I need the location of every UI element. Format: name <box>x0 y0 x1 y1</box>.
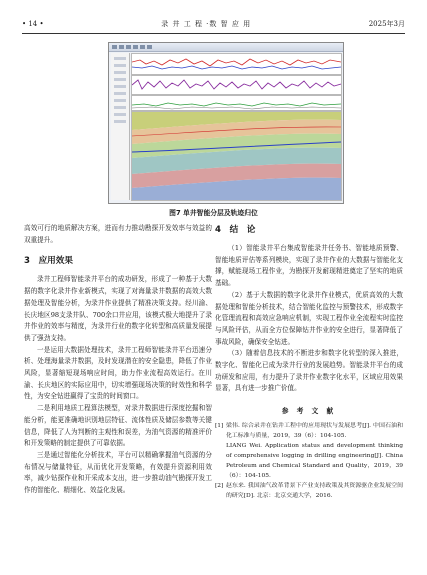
body-paragraph: 二是利用地质工程算法模型，对录井数据进行深度挖掘和智能分析，能更准确地识别地层特征、流体性质及储层参数等关键信息，降低了人为判断的主观性和误差，为油气资源的精准评价和开发策略的制定提供了可靠依据。 <box>24 404 212 448</box>
running-header <box>22 18 405 30</box>
track-1-red-curve <box>132 59 341 66</box>
reference-text: 梁伟. 综合录井在钻井工程中的应用现状与发展思考[J]. 中国石油和化工标准与质量，2019，39（6）：104-105. <box>226 423 403 440</box>
track-3-curves <box>132 97 341 111</box>
body-paragraph: 一是运用大数据处理技术，录井工程师智能录井平台迅速分析、处理海量录井数据，及时发现潜在的安全隐患，降低了作业风险，显著缩短现场响应时间，助力作业流程高效运行。在川渝、长庆地区的实际应用中，切实增强现场决策的时效性和科学性，为安全钻进赢得了宝贵的时间窗口。 <box>24 345 212 401</box>
conclusion-paragraph: （1）智能录井平台集成智能录井任务书、智能地质预警、智能地质评估等系列模块，实现了录井作业的大数据与智能化支撑，赋能现场工程作业，为勘探开发耐现精进奠定了坚实的地质基础。 <box>215 244 403 288</box>
figure-left-panel <box>111 53 130 200</box>
track-2-purple-curve <box>132 80 341 89</box>
right-column <box>215 223 403 501</box>
figure-track-3 <box>131 95 342 111</box>
track-3-green-curve <box>132 103 341 106</box>
journal-title: 录 井 工 程 ·数 智 应 用 <box>161 20 252 28</box>
body-paragraph: 三是通过智能化分析技术，平台可以精确掌握油气资源的分布情况与储量特征，从而优化开发策略，有效提升资源利用效率，减少钻探作业和开采成本支出，进一步推动油气勘探开发工作的智能化、精细化、效益化发展。 <box>24 450 212 495</box>
figure-caption: 图7 单井智能分层及轨迹归位 <box>169 209 258 217</box>
track-1-curves <box>132 54 341 74</box>
reference-item <box>215 441 403 481</box>
left-column <box>24 223 212 497</box>
reference-item <box>215 481 403 501</box>
reference-text: LIANG Wei. Application status and development thinking of comprehensive logging in drilling engineering[J]. China Petroleum and Chemical Standard and Quality，2019，39（6）：104-105. <box>226 443 403 480</box>
intro-paragraph: 高效可行的地质解决方案，进而有力推动勘探开发效率与效益的双重提升。 <box>24 224 212 244</box>
figure-track-2 <box>131 75 342 95</box>
page-number: • 14 • <box>22 20 44 28</box>
figure-track-1 <box>131 53 342 75</box>
figure-toolbar <box>109 43 343 52</box>
reference-number: [2] <box>215 483 224 490</box>
figure-screenshot <box>108 42 344 204</box>
reference-item <box>215 421 403 441</box>
track-3-gray-curve <box>132 107 341 109</box>
track-1-blue-curve <box>132 66 341 69</box>
reference-number: [1] <box>215 423 224 430</box>
reference-text: 赵东来. 我国油气改革背景下产业支持政策及其资源驱企业发展空间的研究[D]. 北京：北京交通大学，2016. <box>226 483 403 500</box>
conclusion-paragraph: （2）基于大数据的数字化录井作业模式，优质高效的大数据处理和智能分析技术，结合智能化监控与预警技术，形成数字化管理流程和高效应急响应机制，实现工程作业全流程实时监控与风险评估，从而全方位保障钻井作业的安全进行，显著降低了事故风险，确保安全钻进。 <box>215 290 403 346</box>
section-heading-4: 4 结 论 <box>215 225 256 235</box>
strata-layers <box>132 112 341 200</box>
figure-strata-panel <box>131 111 342 201</box>
reference-number <box>215 441 226 481</box>
track-2-curves <box>132 76 341 94</box>
section-heading-3: 3 应用效果 <box>24 256 73 267</box>
issue-date: 2025年3月 <box>368 20 405 28</box>
references-heading: 参 考 文 献 <box>281 407 337 416</box>
header-rule <box>22 33 405 34</box>
conclusion-paragraph: （3）随着信息技术的不断进步和数字化转型的深入推进，数字化、智能化已成为录井行业的发展趋势。智能录井平台的成功研发和应用，有力提升了录井作业数字化水平，区域应用效果显著，具有进一步推广价值。 <box>215 349 403 393</box>
body-paragraph: 录井工程师智能录井平台的成功研发，形成了一种基于大数据的数字化录井作业新模式，实现了对海量录井数据的高效大数据处理及智能分析，为录井作业提供了精准决策支持。经川渝、长庆地区98支录井队、700余口井应用，该模式极大地提升了录井作业的效率与精度，为录井行业的数字化转型和高质量发展提供了强劲支持。 <box>24 275 212 342</box>
